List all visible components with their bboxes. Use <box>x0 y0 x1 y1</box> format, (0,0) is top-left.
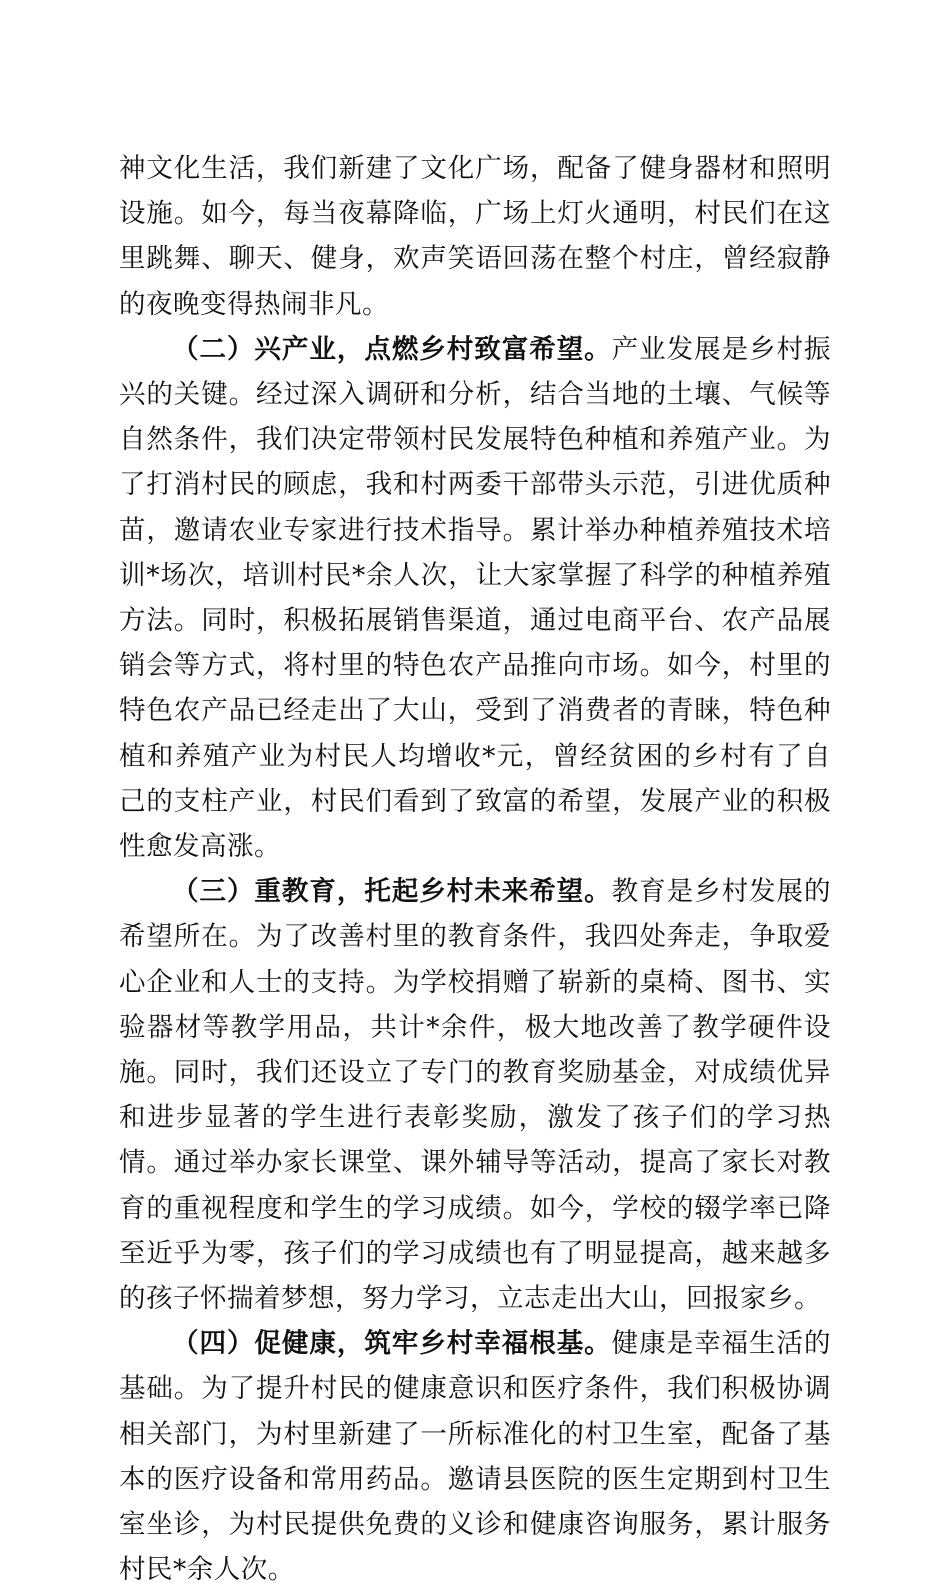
paragraph-body: 神文化生活，我们新建了文化广场，配备了健身器材和照明设施。如今，每当夜幕降临，广场上灯火通明，村民们在这里跳舞、聊天、健身，欢声笑语回荡在整个村庄，曾经寂静的夜晚变得热闹非凡。 <box>119 153 831 320</box>
paragraph-body: 健康是幸福生活的基础。为了提升村民的健康意识和医疗条件，我们积极协调相关部门，为村里新建了一所标准化的村卫生室，配备了基本的医疗设备和常用药品。邀请县医院的医生定期到村卫生室坐诊，为村民提供免费的义诊和健康咨询服务，累计服务村民*余人次。 <box>119 1328 832 1586</box>
paragraph-health <box>119 1321 831 1592</box>
paragraph-body: 教育是乡村发展的希望所在。为了改善村里的教育条件，我四处奔走，争取爱心企业和人士的支持。为学校捐赠了崭新的桌椅、图书、实验器材等教学用品，共计*余件，极大地改善了教学硬件设施。同时，我们还设立了专门的教育奖励基金，对成绩优异和进步显著的学生进行表彰奖励，激发了孩子们的学习热情。通过举办家长课堂、课外辅导等活动，提高了家长对教育的重视程度和学生的学习成绩。如今，学校的辍学率已降至近乎为零，孩子们的学习成绩也有了明显提高，越来越多的孩子怀揣着梦想，努力学习，立志走出大山，回报家乡。 <box>119 876 832 1315</box>
paragraph-culture-continued <box>119 146 831 327</box>
section-heading-education: （三）重教育，托起乡村未来希望。 <box>172 876 612 908</box>
document-body <box>119 146 831 1593</box>
section-heading-industry: （二）兴产业，点燃乡村致富希望。 <box>172 333 612 365</box>
section-heading-health: （四）促健康，筑牢乡村幸福根基。 <box>172 1328 612 1360</box>
paragraph-body: 产业发展是乡村振兴的关键。经过深入调研和分析，结合当地的土壤、气候等自然条件，我们决定带领村民发展特色种植和养殖产业。为了打消村民的顾虑，我和村两委干部带头示范，引进优质种苗，邀请农业专家进行技术指导。累计举办种植养殖技术培训*场次，培训村民*余人次，让大家掌握了科学的种植养殖方法。同时，积极拓展销售渠道，通过电商平台、农产品展销会等方式，将村里的特色农产品推向市场。如今，村里的特色农产品已经走出了大山，受到了消费者的青睐，特色种植和养殖产业为村民人均增收*元，曾经贫困的乡村有了自己的支柱产业，村民们看到了致富的希望，发展产业的积极性愈发高涨。 <box>119 333 832 863</box>
paragraph-education <box>119 869 831 1321</box>
paragraph-industry <box>119 327 831 869</box>
